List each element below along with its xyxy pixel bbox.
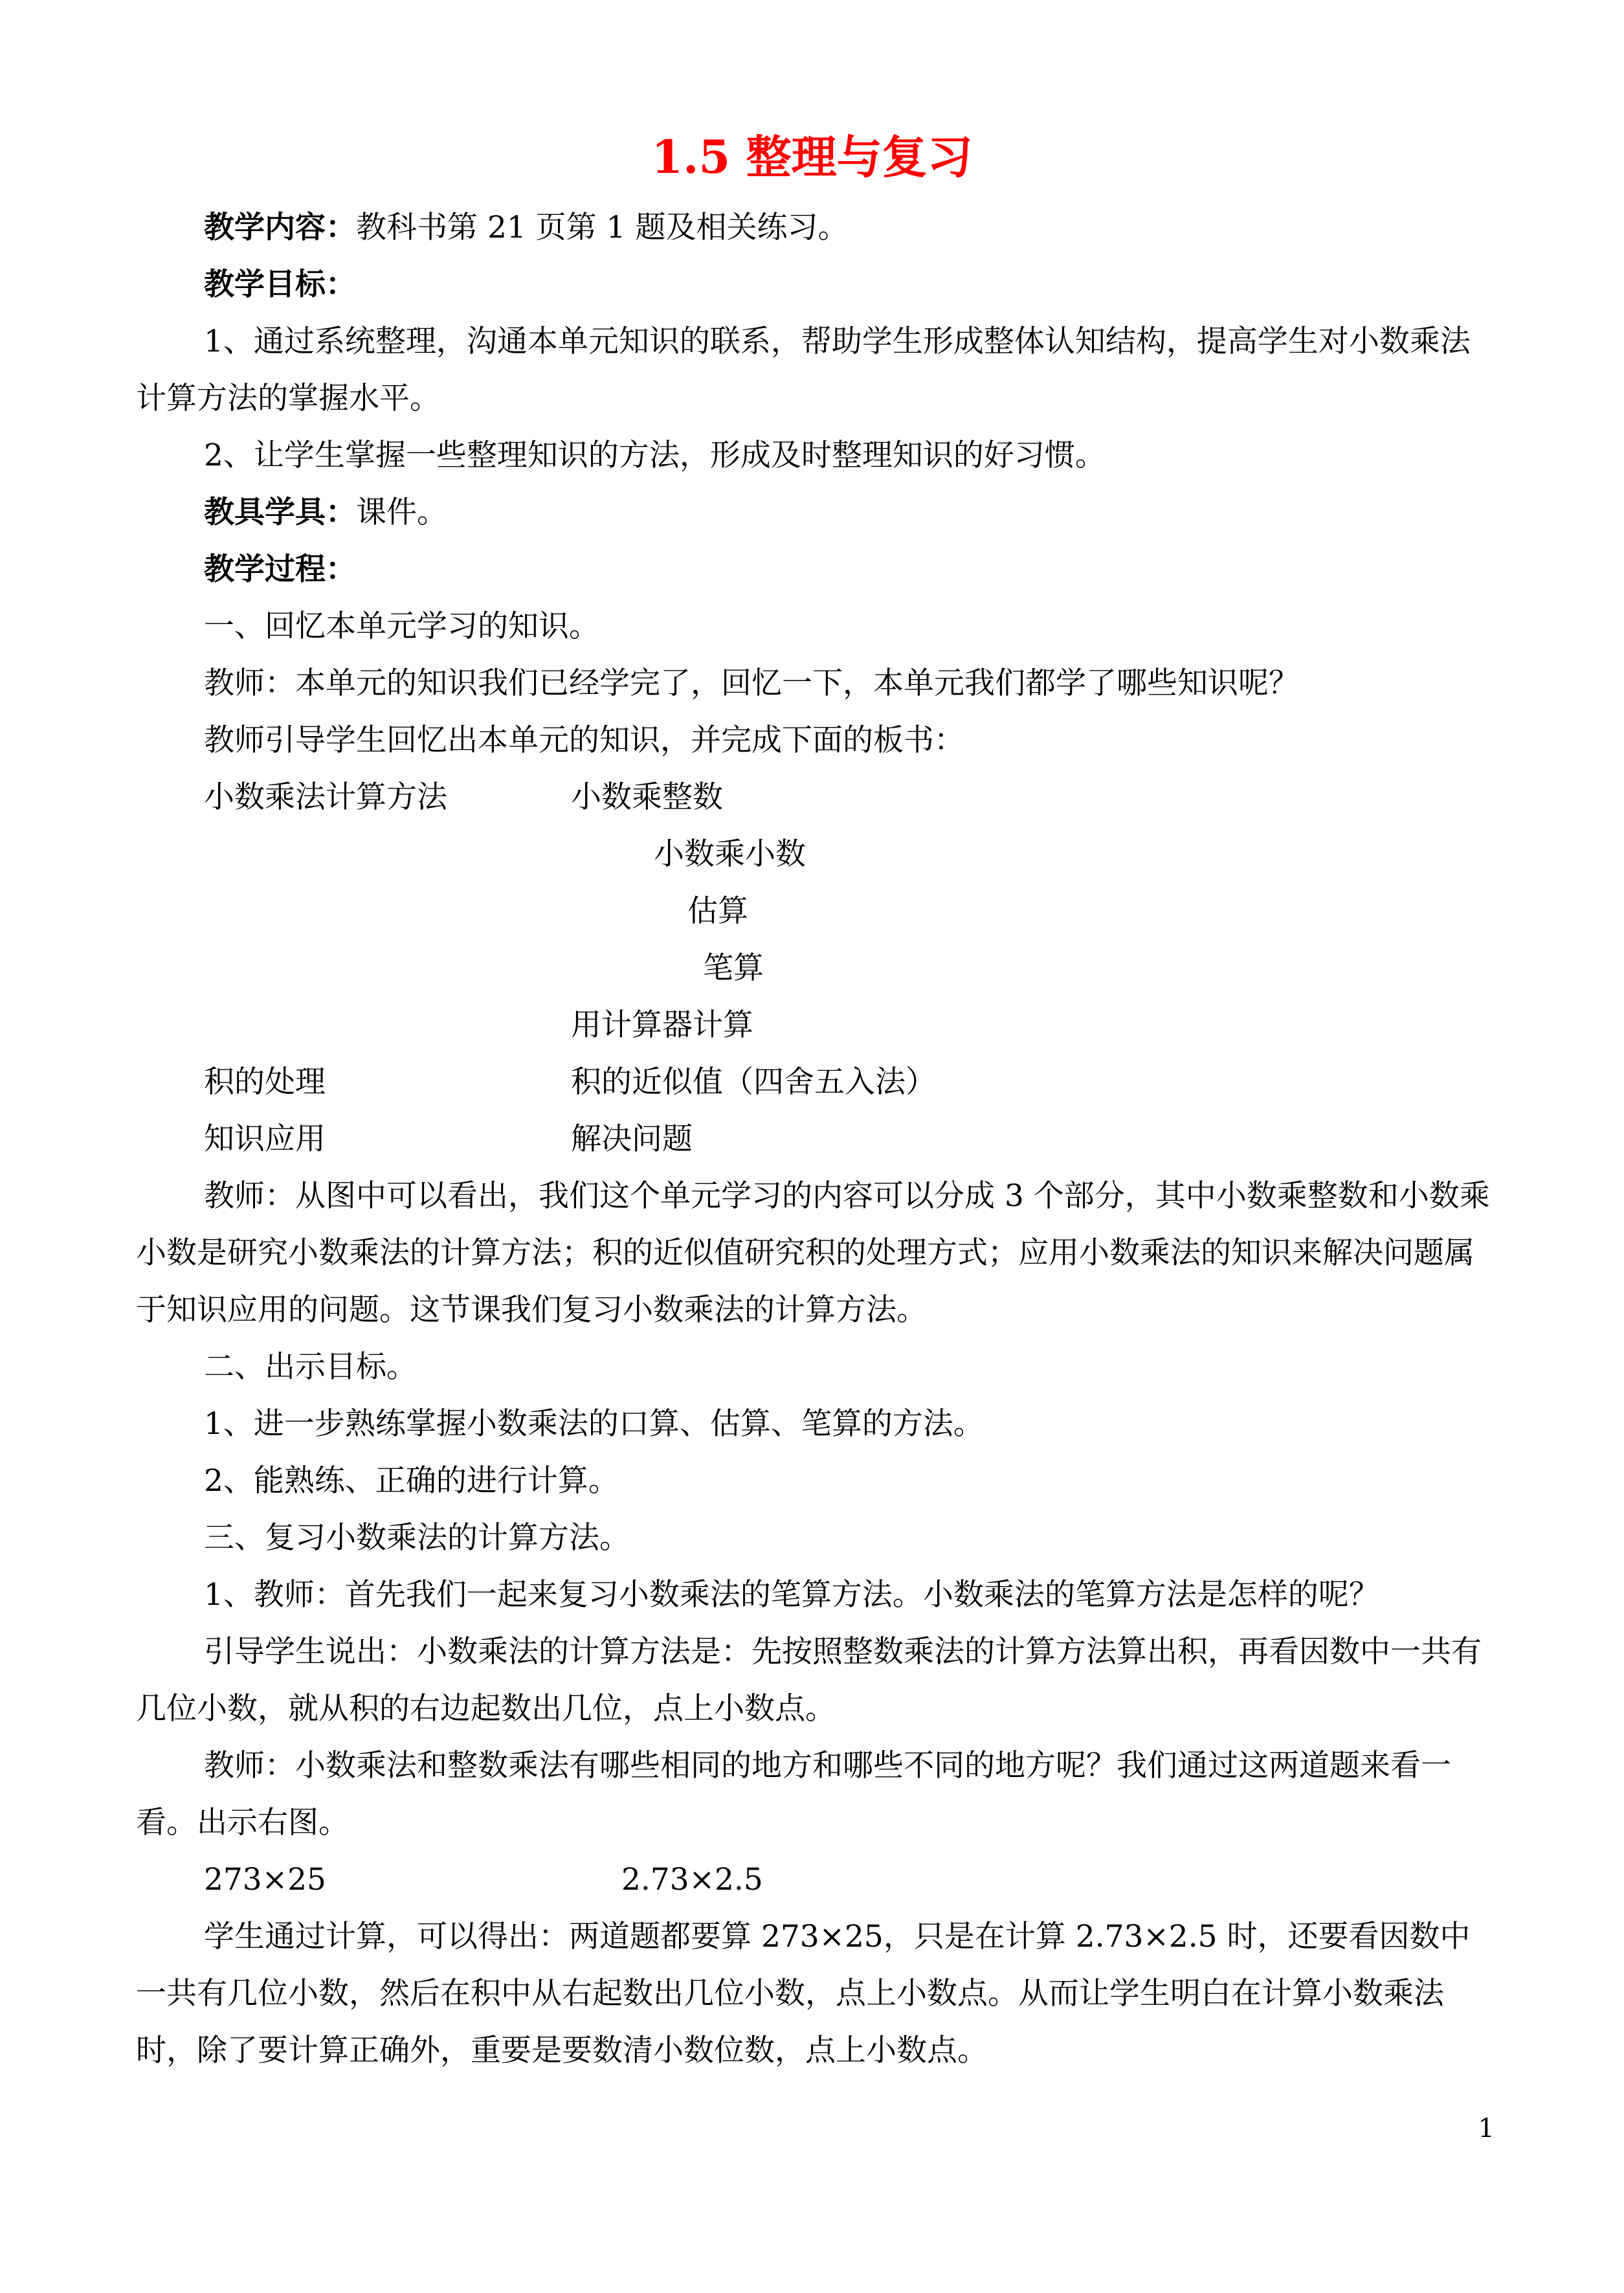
board-int: 小数乘整数 [571,779,723,815]
teaching-content-text: 教科书第 21 页第 1 题及相关练习。 [356,210,849,245]
section-heading: 三、复习小数乘法的计算方法。 [204,1520,630,1556]
teaching-content [136,199,1492,256]
board-row [136,769,1492,826]
paragraph: 教师：本单元的知识我们已经学完了，回忆一下，本单元我们都学了哪些知识呢？ [204,666,1299,701]
page-number: 1 [1478,2114,1495,2143]
board-row [136,1054,1492,1111]
section-heading: 一、回忆本单元学习的知识。 [204,609,599,644]
goal-item: 2、能熟练、正确的进行计算。 [204,1463,619,1499]
paragraph: 教师：从图中可以看出，我们这个单元学习的内容可以分成 3 个部分，其中小数乘整数和小数乘小数是研究小数乘法的计算方法；积的近似值研究积的处理方式；应用小数乘法的知识来解决问题属于知识应用的问题。这节课我们复习小数乘法的计算方法。 [136,1178,1490,1328]
board-approx: 积的近似值（四舍五入法） [571,1064,936,1100]
board-row [136,883,1492,940]
paragraph: 教师：小数乘法和整数乘法有哪些相同的地方和哪些不同的地方呢？我们通过这两道题来看一看。出示右图。 [136,1748,1451,1840]
board-row [136,826,1492,883]
paragraph: 教师引导学生回忆出本单元的知识，并完成下面的板书： [204,722,964,758]
process-heading: 教学过程： [204,552,356,587]
teaching-content-label: 教学内容： [204,210,356,245]
board-calculator: 用计算器计算 [571,1007,753,1043]
board-apply: 知识应用 [204,1121,326,1157]
document-body [136,199,1492,2079]
board-row [136,1111,1492,1168]
board-diagram [136,769,1492,1168]
teaching-tools [136,484,1492,541]
board-calc-method: 小数乘法计算方法 [204,779,447,815]
board-row [136,940,1492,997]
section-heading: 二、出示目标。 [204,1349,417,1385]
goal-item: 1、通过系统整理，沟通本单元知识的联系，帮助学生形成整体认知结构，提高学生对小数乘法计算方法的掌握水平。 [136,324,1471,416]
expression-dec: 2.73×2.5 [621,1862,763,1897]
teaching-tools-label: 教具学具： [204,495,356,530]
page-title: 1.5 整理与复习 [651,130,973,184]
paragraph: 引导学生说出：小数乘法的计算方法是：先按照整数乘法的计算方法算出积，再看因数中一共有几位小数，就从积的右边起数出几位，点上小数点。 [136,1634,1482,1727]
board-row [136,997,1492,1054]
expression-row [136,1851,1492,1908]
goals-heading: 教学目标： [204,267,356,302]
paragraph: 学生通过计算，可以得出：两道题都要算 273×25，只是在计算 2.73×2.5 时，还要看因数中一共有几位小数，然后在积中从右起数出几位小数，点上小数点。从而让学生明白在计算小数乘法时，除了要计算正确外，重要是要数清小数位数，点上小数点。 [136,1919,1471,2068]
board-dec: 小数乘小数 [654,836,806,872]
goal-item: 2、让学生掌握一些整理知识的方法，形成及时整理知识的好习惯。 [204,438,1106,473]
teaching-tools-text: 课件。 [356,495,447,530]
goal-item: 1、进一步熟练掌握小数乘法的口算、估算、笔算的方法。 [204,1406,984,1442]
board-solve: 解决问题 [571,1121,693,1157]
board-written: 笔算 [703,950,764,986]
board-estimate: 估算 [687,893,748,929]
paragraph: 1、教师：首先我们一起来复习小数乘法的笔算方法。小数乘法的笔算方法是怎样的呢？ [204,1577,1379,1613]
expression-int: 273×25 [204,1862,326,1897]
board-product: 积的处理 [204,1064,326,1100]
